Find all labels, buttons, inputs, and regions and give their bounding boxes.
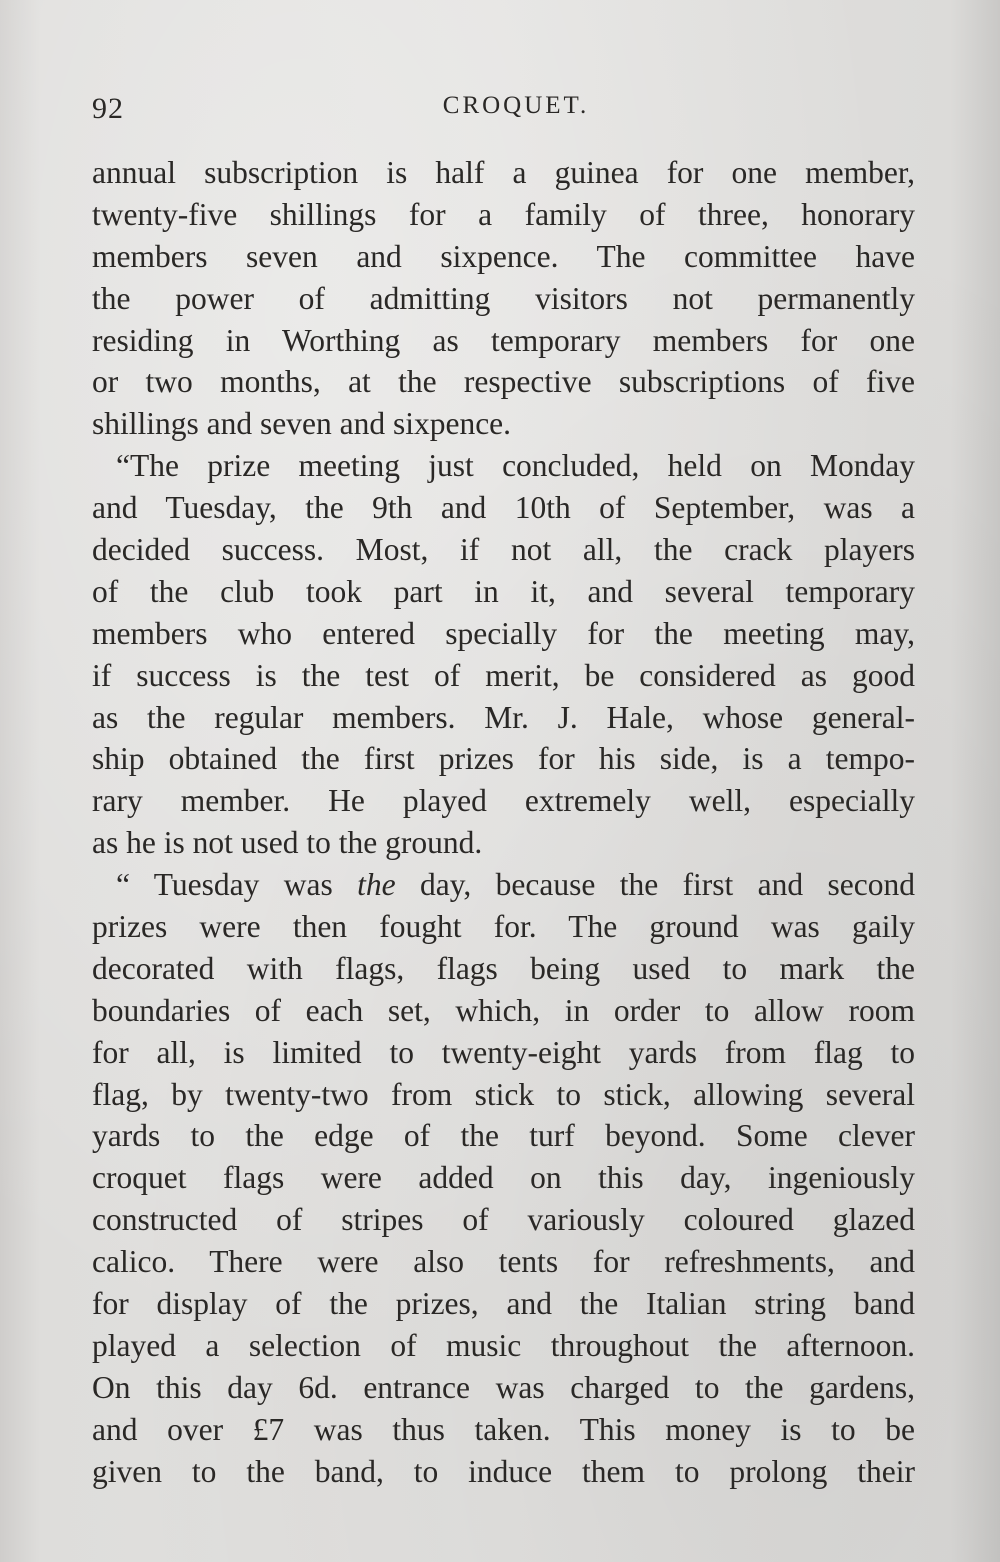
text-line: members who entered specially for the meeting may, xyxy=(92,615,915,651)
text-line: and Tuesday, the 9th and 10th of September, was a xyxy=(92,490,915,526)
line-segment: day, because the first and second xyxy=(395,867,915,903)
text-line: flag, by twenty-two from stick to stick, allowing several xyxy=(92,1076,915,1112)
text-line: given to the band, to induce them to prolong their xyxy=(92,1453,915,1489)
text-line: or two months, at the respective subscriptions of five xyxy=(92,364,915,400)
paragraph-end-line: shillings and seven and sixpence. xyxy=(92,406,512,442)
body-text xyxy=(92,152,915,1493)
paragraph-start-line xyxy=(92,864,915,906)
text-line: and over £7 was thus taken. This money is to be xyxy=(92,1411,915,1447)
paragraph-end-line: as he is not used to the ground. xyxy=(92,825,483,861)
italic-word: the xyxy=(357,867,396,903)
text-line: yards to the edge of the turf beyond. Some clever xyxy=(92,1118,915,1154)
text-line: members seven and sixpence. The committee have xyxy=(92,238,915,274)
text-line: played a selection of music throughout the afternoon. xyxy=(92,1327,915,1363)
text-line: croquet flags were added on this day, ingeniously xyxy=(92,1160,915,1196)
text-line: as the regular members. Mr. J. Hale, whose general- xyxy=(92,699,915,735)
text-line: if success is the test of merit, be considered as good xyxy=(92,657,915,693)
text-line: rary member. He played extremely well, especially xyxy=(92,783,915,819)
text-line: for display of the prizes, and the Italian string band xyxy=(92,1286,915,1322)
text-line: decorated with flags, flags being used to mark the xyxy=(92,950,915,986)
running-title: CROQUET. xyxy=(442,92,590,119)
text-line: calico. There were also tents for refreshments, and xyxy=(92,1244,915,1280)
running-head xyxy=(92,92,920,142)
text-line: for all, is limited to twenty-eight yards from flag to xyxy=(92,1034,915,1070)
text-line: boundaries of each set, which, in order to allow room xyxy=(92,992,915,1028)
text-line: constructed of stripes of variously coloured glazed xyxy=(92,1202,915,1238)
text-line: twenty-five shillings for a family of three, honorary xyxy=(92,196,915,232)
paragraph-start-line: “The prize meeting just concluded, held on Monday xyxy=(116,448,915,484)
text-line: of the club took part in it, and several temporary xyxy=(92,573,915,609)
text-line: the power of admitting visitors not permanently xyxy=(92,280,915,316)
text-line: annual subscription is half a guinea for one member, xyxy=(92,155,915,190)
text-line: residing in Worthing as temporary members for one xyxy=(92,322,915,358)
page-number: 92 xyxy=(92,92,124,125)
text-line: decided success. Most, if not all, the crack players xyxy=(92,532,915,568)
text-line: ship obtained the first prizes for his side, is a tempo- xyxy=(92,741,915,777)
text-line: prizes were then fought for. The ground was gaily xyxy=(92,909,915,945)
text-line: On this day 6d. entrance was charged to the gardens, xyxy=(92,1369,915,1405)
line-segment: “ Tuesday was xyxy=(116,867,358,903)
